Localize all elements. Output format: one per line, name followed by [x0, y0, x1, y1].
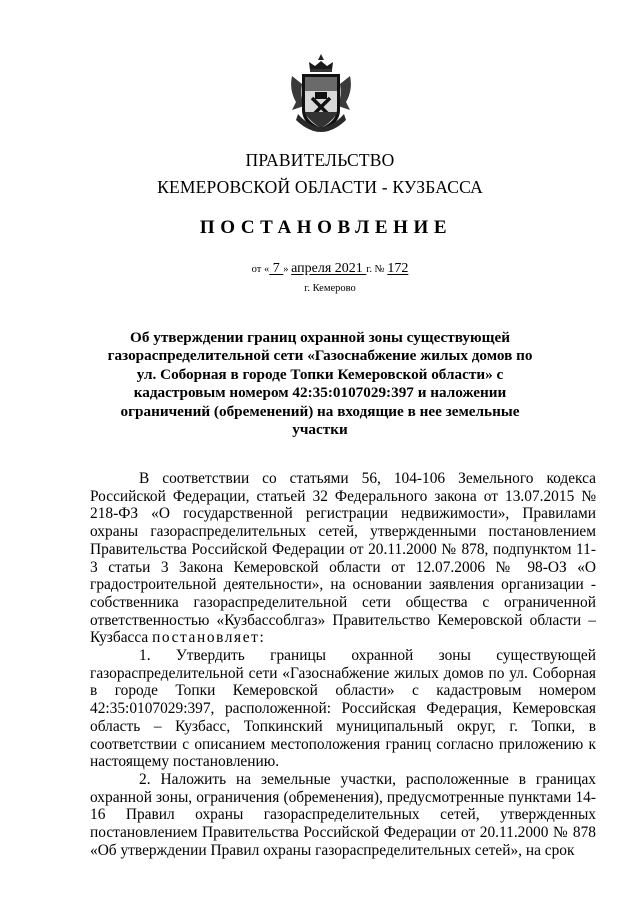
- document-title: Об утверждении границ охранной зоны существующей газораспределительной сети «Газоснабжение жилых домов по ул. Соборная в городе Топки Кемеровской области» с кадастровым номером 42:35:0107029:397 и наложении ограничений (обременений) на входящие в нее земельные участки: [107, 329, 533, 439]
- document-body: [90, 470, 596, 859]
- document-type: ПОСТАНОВЛЕНИЕ: [199, 217, 453, 238]
- date-mid: »: [283, 264, 292, 275]
- document-number: 172: [387, 261, 409, 276]
- year-suffix: г.: [366, 264, 373, 275]
- date-line: [0, 261, 640, 277]
- paragraph-item-2: 2. Наложить на земельные участки, расположенные в границах охранной зоны, ограничения (обременения), предусмотренные пунктами 14-16 Правил охраны газораспределительных сетей, утвержденных постановлением Правительства Российской Федерации от 20.11.2000 № 878 «Об утверждении Правил охраны газораспределительных сетей», на срок: [90, 770, 596, 859]
- government-name-line1: ПРАВИТЕЛЬСТВО: [245, 150, 395, 170]
- coat-of-arms-icon: [288, 54, 354, 138]
- preamble-text: В соответствии со статьями 56, 104-106 Земельного кодекса Российской Федерации, статьей 32 Федерального закона от 13.07.2015 № 218-ФЗ «О государственной регистрации недвижимости», Правилами охраны газораспределительных сетей, утвержденными постановлением Правительства Российской Федерации от 20.11.2000 № 878, подпунктом 11-3 статьи 3 Закона Кемеровской области от 12.07.2006 № 98-ОЗ «О градостроительной деятельности», на основании заявления организации - собственника газораспределительной сети общества с ограниченной ответственностью «Кузбассоблгаз» Правительство Кемеровской области – Кузбасса: [90, 470, 596, 647]
- date-month-year: апреля 2021: [291, 261, 367, 276]
- number-prefix: №: [372, 264, 388, 275]
- government-name-line2: КЕМЕРОВСКОЙ ОБЛАСТИ - КУЗБАССА: [157, 177, 483, 197]
- city: г. Кемерово: [304, 283, 356, 294]
- date-prefix: от «: [251, 264, 270, 275]
- resolves-keyword: постановляет:: [152, 629, 266, 647]
- date-day: 7: [269, 261, 284, 276]
- paragraph-preamble: [90, 470, 596, 647]
- paragraph-item-1: 1. Утвердить границы охранной зоны существующей газораспределительной сети «Газоснабжение жилых домов по ул. Соборная в городе Топки Кемеровской области» с кадастровым номером 42:35:0107029:397, расположенной: Российская Федерация, Кемеровская область – Кузбасс, Топкинский муниципальный округ, г. Топки, в соответствии с описанием местоположения границ согласно приложению к настоящему постановлению.: [90, 647, 596, 771]
